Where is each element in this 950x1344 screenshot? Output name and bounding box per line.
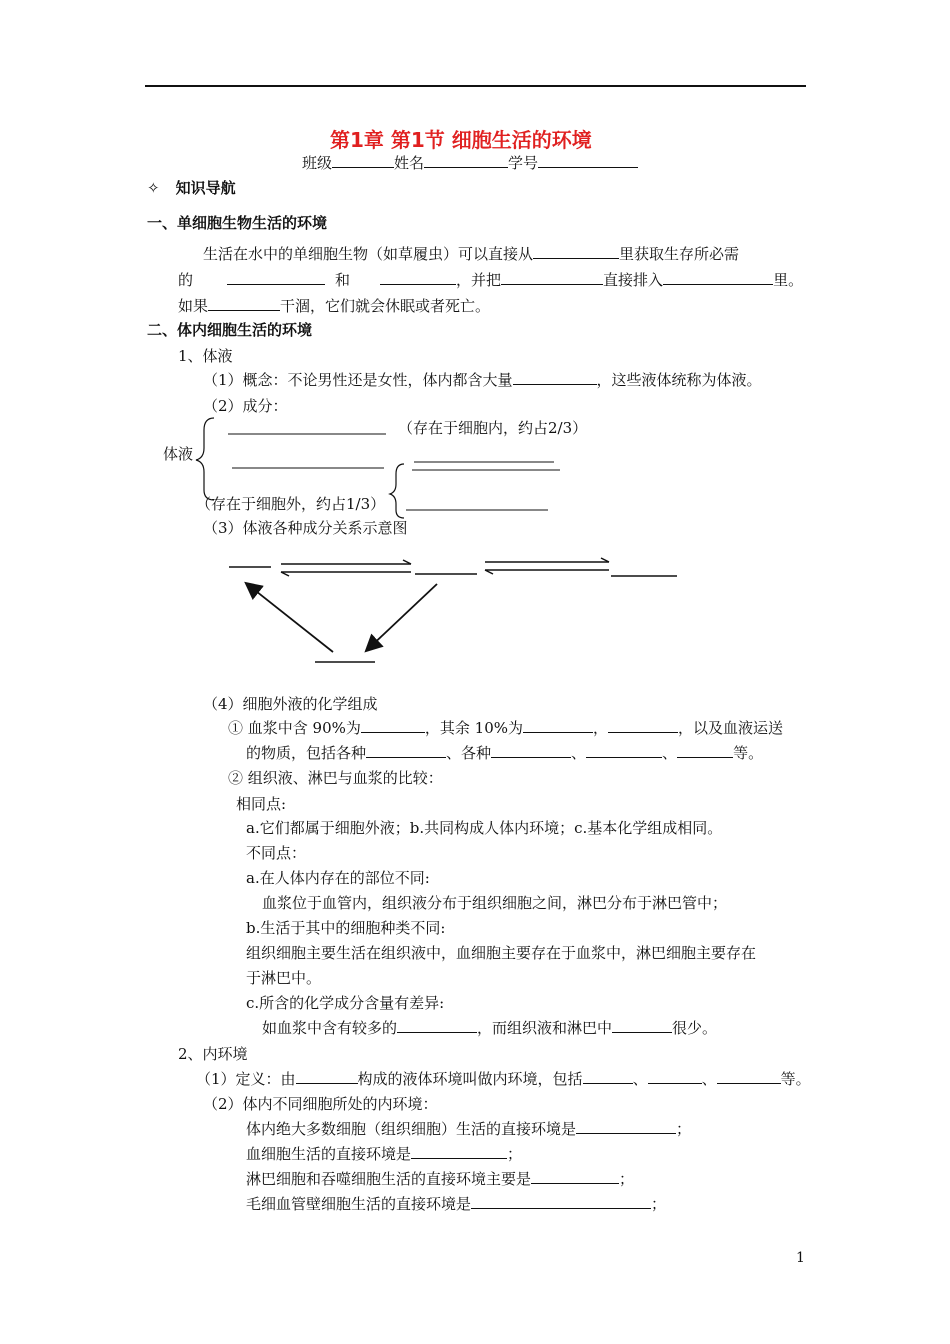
chem-line2: 的物质，包括各种 、各种 、 、 等。 — [246, 744, 764, 762]
blank-protein2[interactable] — [397, 1018, 477, 1033]
blank-oxygen[interactable] — [380, 270, 456, 285]
cells-label: （2）体内不同细胞所处的内环境： — [203, 1095, 438, 1113]
cell-line-4: 毛细血管壁细胞生活的直接环境是 ； — [246, 1195, 667, 1213]
nav-label: 知识导航 — [175, 179, 236, 197]
diff-b-text1: 组织细胞主要生活在组织液中，血细胞主要存在于血浆中，淋巴细胞主要存在 — [246, 944, 757, 962]
sec1-line2: 的 和 ，并把 直接排入 里。 — [178, 271, 804, 289]
sec1-line3: 如果 干涸，它们就会休眠或者死亡。 — [178, 297, 491, 315]
sec1-line1: 生活在水中的单细胞生物（如草履虫）可以直接从 里获取生存所必需 — [203, 245, 740, 263]
cell-line-1: 体内绝大多数细胞（组织细胞）生活的直接环境是 ； — [246, 1120, 692, 1138]
section-2-heading: 二、体内细胞生活的环境 — [147, 321, 313, 339]
chem-line1: ① 血浆中含 90%为 ，其余 10%为 ， ，以及血液运送 — [228, 719, 784, 737]
blank-cell3[interactable] — [531, 1169, 619, 1184]
blank-cell4[interactable] — [471, 1194, 651, 1209]
blank-cell2[interactable] — [411, 1144, 507, 1159]
concept-line: （1）概念：不论男性还是女性，体内都含大量 ，这些液体统称为体液。 — [203, 371, 762, 389]
blank-extracellular[interactable] — [296, 1069, 358, 1084]
blank-discharge[interactable] — [663, 270, 773, 285]
name-label: 姓名 — [394, 154, 425, 172]
cell-line-2: 血细胞生活的直接环境是 ； — [246, 1145, 523, 1163]
blank-waste[interactable] — [501, 270, 603, 285]
blank-nutrients[interactable] — [366, 743, 446, 758]
component-label: （2）成分： — [203, 397, 288, 415]
compare-heading: ② 组织液、淋巴与血浆的比较： — [228, 769, 443, 787]
blank-gas[interactable] — [586, 743, 662, 758]
diff-b-text2: 于淋巴中。 — [246, 969, 322, 987]
diff-c-text: 如血浆中含有较多的 ，而组织液和淋巴中 很少。 — [262, 1019, 718, 1037]
blank-content[interactable] — [612, 1018, 672, 1033]
blank-protein[interactable] — [523, 718, 593, 733]
class-blank[interactable] — [332, 153, 394, 168]
blank-plasma[interactable] — [583, 1069, 633, 1084]
blank-tissue-fluid[interactable] — [648, 1069, 702, 1084]
extracellular-note: （存在于细胞外，约占1/3） — [196, 495, 386, 513]
sub2-heading: 2、内环境 — [178, 1045, 248, 1063]
blank-inorganic[interactable] — [608, 718, 678, 733]
cell-line-3: 淋巴细胞和吞噬细胞生活的直接环境主要是 ； — [246, 1170, 635, 1188]
diff-b: b.生活于其中的细胞种类不同: — [246, 919, 446, 937]
page-title: 第1章 第1节 细胞生活的环境 — [330, 128, 592, 152]
blank-lymph[interactable] — [717, 1069, 781, 1084]
fluid-relationship-diagram — [225, 552, 685, 668]
id-blank[interactable] — [538, 153, 638, 168]
blank-nutrient[interactable] — [227, 270, 325, 285]
sub1-heading: 1、体液 — [178, 347, 233, 365]
blank-waste2[interactable] — [491, 743, 571, 758]
header-rule — [145, 85, 806, 87]
diff-c: c.所含的化学成分含量有差异: — [246, 994, 445, 1012]
diff-a: a.在人体内存在的部位不同: — [246, 869, 430, 887]
blank-dry[interactable] — [208, 296, 280, 311]
section-1-heading: 一、单细胞生物生活的环境 — [147, 214, 328, 232]
diff-label: 不同点： — [246, 844, 307, 862]
class-label: 班级 — [302, 154, 333, 172]
diagram-label: （3）体液各种成分关系示意图 — [203, 519, 408, 537]
chem-label: （4）细胞外液的化学组成 — [203, 695, 378, 713]
blank-liquid[interactable] — [513, 370, 597, 385]
id-label: 学号 — [508, 154, 539, 172]
diff-a-text: 血浆位于血管内，组织液分布于组织细胞之间，淋巴分布于淋巴管中； — [262, 894, 728, 912]
blank-cell1[interactable] — [576, 1119, 676, 1134]
blank-hormone[interactable] — [677, 743, 733, 758]
intracellular-note: （存在于细胞内，约占2/3） — [398, 419, 588, 437]
tiye-label: 体液 — [163, 445, 194, 463]
knowledge-nav — [147, 178, 236, 198]
student-info-row — [302, 153, 638, 173]
same-label: 相同点: — [236, 795, 287, 813]
definition-line: （1）定义：由 构成的液体环境叫做内环境，包括 、 、 等。 — [196, 1070, 811, 1088]
same-text: a.它们都属于细胞外液；b.共同构成人体内环境；c.基本化学组成相同。 — [246, 819, 723, 837]
page-number: 1 — [796, 1250, 805, 1266]
blank-water[interactable] — [533, 244, 619, 259]
diamond-star-icon: ✧ — [147, 179, 160, 197]
name-blank[interactable] — [424, 153, 508, 168]
blank-water-90[interactable] — [361, 718, 425, 733]
